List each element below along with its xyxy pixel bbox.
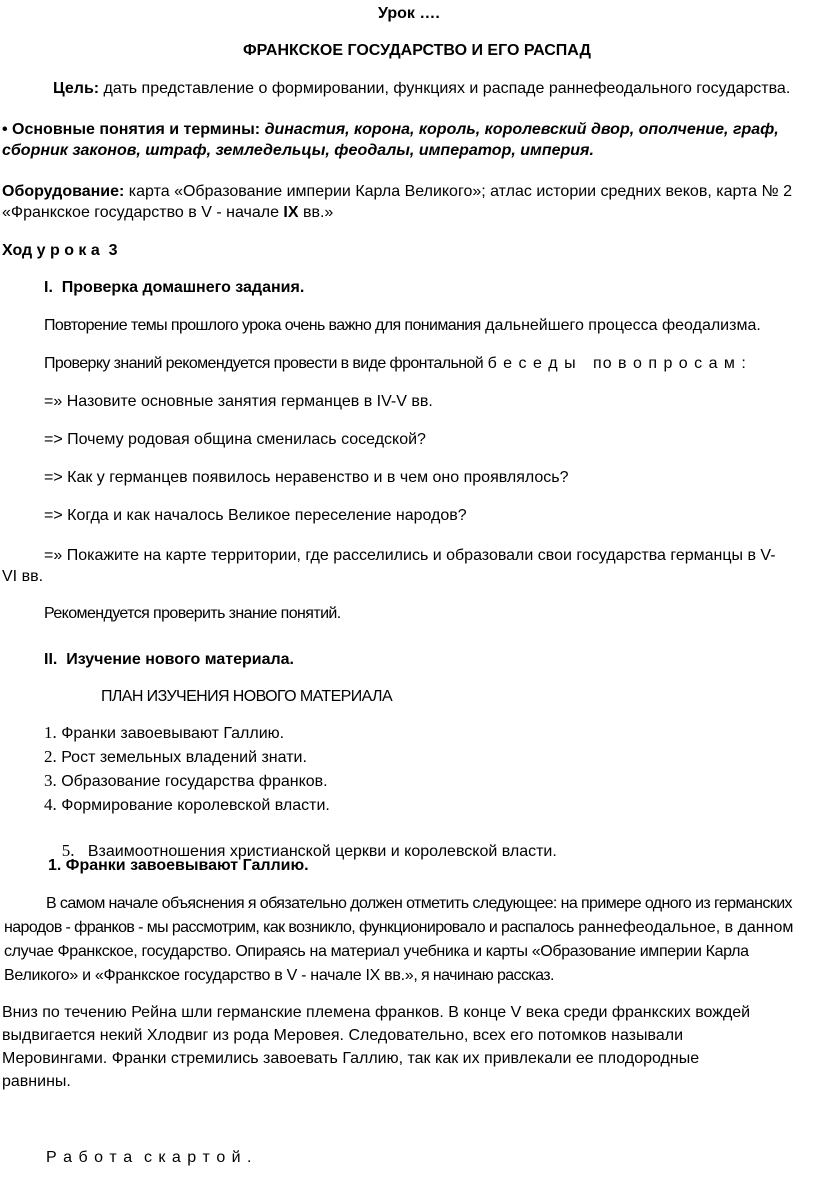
equipment-text-2b: IX: [283, 204, 299, 221]
question-2: => Почему родовая община сменилась соседской?: [44, 431, 426, 448]
check-method-c: по в о п р о с а м :: [593, 355, 747, 372]
concepts-label: • Основные понятия и термины:: [2, 121, 261, 138]
plan-item-number: 4.: [44, 795, 57, 814]
question-1: =» Назовите основные занятия германцев в IV-V вв.: [44, 393, 433, 410]
explanation-line-2a: народов - франков - мы рассмотрим, как возникло, функционировало и распалось: [4, 919, 574, 936]
equipment-label: Оборудование:: [2, 183, 125, 200]
plan-item-3: [44, 770, 328, 793]
explanation-line-4b: , я начинаю рассказ.: [413, 967, 554, 984]
plan-item-number: 1.: [44, 723, 57, 742]
question-5-line-2: VI вв.: [2, 568, 44, 585]
plan-item-1: [44, 722, 284, 745]
concepts-terms-1: династия, корона, король, королевский двор, ополчение, граф,: [260, 121, 779, 138]
equipment-text-2c: вв.»: [298, 204, 334, 221]
plan-item-text: Образование государства франков.: [56, 773, 328, 790]
concepts-line-2: сборник законов, штраф, земледельцы, феодалы, император, империя.: [2, 142, 594, 159]
plan-title: ПЛАН ИЗУЧЕНИЯ НОВОГО МАТЕРИАЛА: [101, 688, 393, 705]
plan-item-text: Рост земельных владений знати.: [56, 749, 307, 766]
question-3: => Как у германцев появилось неравенство и в чем оно проявлялось?: [44, 469, 569, 486]
check-method-a: Проверку знаний рекомендуется провести в виде фронтальной: [44, 355, 484, 372]
check-method-line: [44, 353, 747, 375]
section2-heading: II. Изучение нового материала.: [44, 651, 294, 668]
plan-item-text: Формирование королевской власти.: [56, 797, 330, 814]
story-line-1: Вниз по течению Рейна шли германские племена франков. В конце V века среди франкских вождей: [2, 1004, 751, 1021]
plan-item-number: 2.: [44, 747, 57, 766]
check-method-b: б е с е д ы: [487, 355, 577, 372]
story-line-2: выдвигается некий Хлодвиг из рода Меровея. Следовательно, всех его потомков называли: [2, 1027, 683, 1044]
explanation-line-4a: Великого» и «Франкское государство в V - начале IX вв.»: [4, 967, 414, 984]
recommend-line: Рекомендуется проверить знание понятий.: [44, 605, 341, 622]
equipment-line-1: [2, 181, 792, 203]
goal-text: дать представление о формировании, функциях и распаде раннефеодального государства.: [99, 80, 791, 97]
equipment-text-2a: «Франкское государство в V - начале: [2, 204, 284, 221]
plan-item-number: 3.: [44, 771, 57, 790]
concepts-line-1: [2, 119, 779, 141]
goal-line: [53, 78, 790, 100]
equipment-line-2: [2, 202, 333, 224]
map-work-line: Р а б о т а с к а р т о й .: [46, 1149, 253, 1166]
review-text-b: дальнейшего процесса феодализма.: [480, 317, 761, 334]
page-title: ФРАНКСКОЕ ГОСУДАРСТВО И ЕГО РАСПАД: [243, 42, 591, 59]
plan-item-number: 5.: [61, 841, 75, 860]
story-line-3: Меровингами. Франки стремились завоевать Галлию, так как их привлекали ее плодородные: [2, 1050, 700, 1067]
explanation-line-2b: раннефеодальное, в данном: [573, 919, 794, 936]
equipment-text-1: карта «Образование империи Карла Великого»; атлас истории средних веков, карта № 2: [124, 183, 793, 200]
review-paragraph: [44, 315, 761, 337]
explanation-line-3: случае Франкское, государство. Опираясь на материал учебника и карты «Образование империи Карла: [4, 943, 749, 960]
explanation-line-2: [4, 917, 793, 939]
plan-item-text: Взаимоотношения христианской церкви и королевской власти.: [74, 843, 557, 860]
plan-item-4: [44, 794, 330, 817]
plan-item-2: [44, 746, 307, 769]
question-5-line-1: =» Покажите на карте территории, где расселились и образовали свои государства германцы в V-: [44, 547, 776, 564]
subsection-1-heading: 1. Франки завоевывают Галлию.: [48, 857, 309, 874]
explanation-line-4: [4, 965, 554, 987]
goal-label: Цель:: [53, 80, 100, 97]
section1-heading: I. Проверка домашнего задания.: [44, 279, 305, 296]
lesson-label: Урок ….: [378, 5, 440, 22]
lesson-flow-heading: Ход у р о к а 3: [2, 242, 118, 259]
question-4: => Когда и как началось Великое переселение народов?: [44, 507, 467, 524]
plan-item-text: Франки завоевывают Галлию.: [56, 725, 285, 742]
explanation-line-1: В самом начале объяснения я обязательно должен отметить следующее: на примере одного из германских: [46, 895, 792, 912]
story-line-4: равнины.: [2, 1073, 71, 1090]
review-text-a: Повторение темы прошлого урока очень важно для понимания: [44, 317, 481, 334]
